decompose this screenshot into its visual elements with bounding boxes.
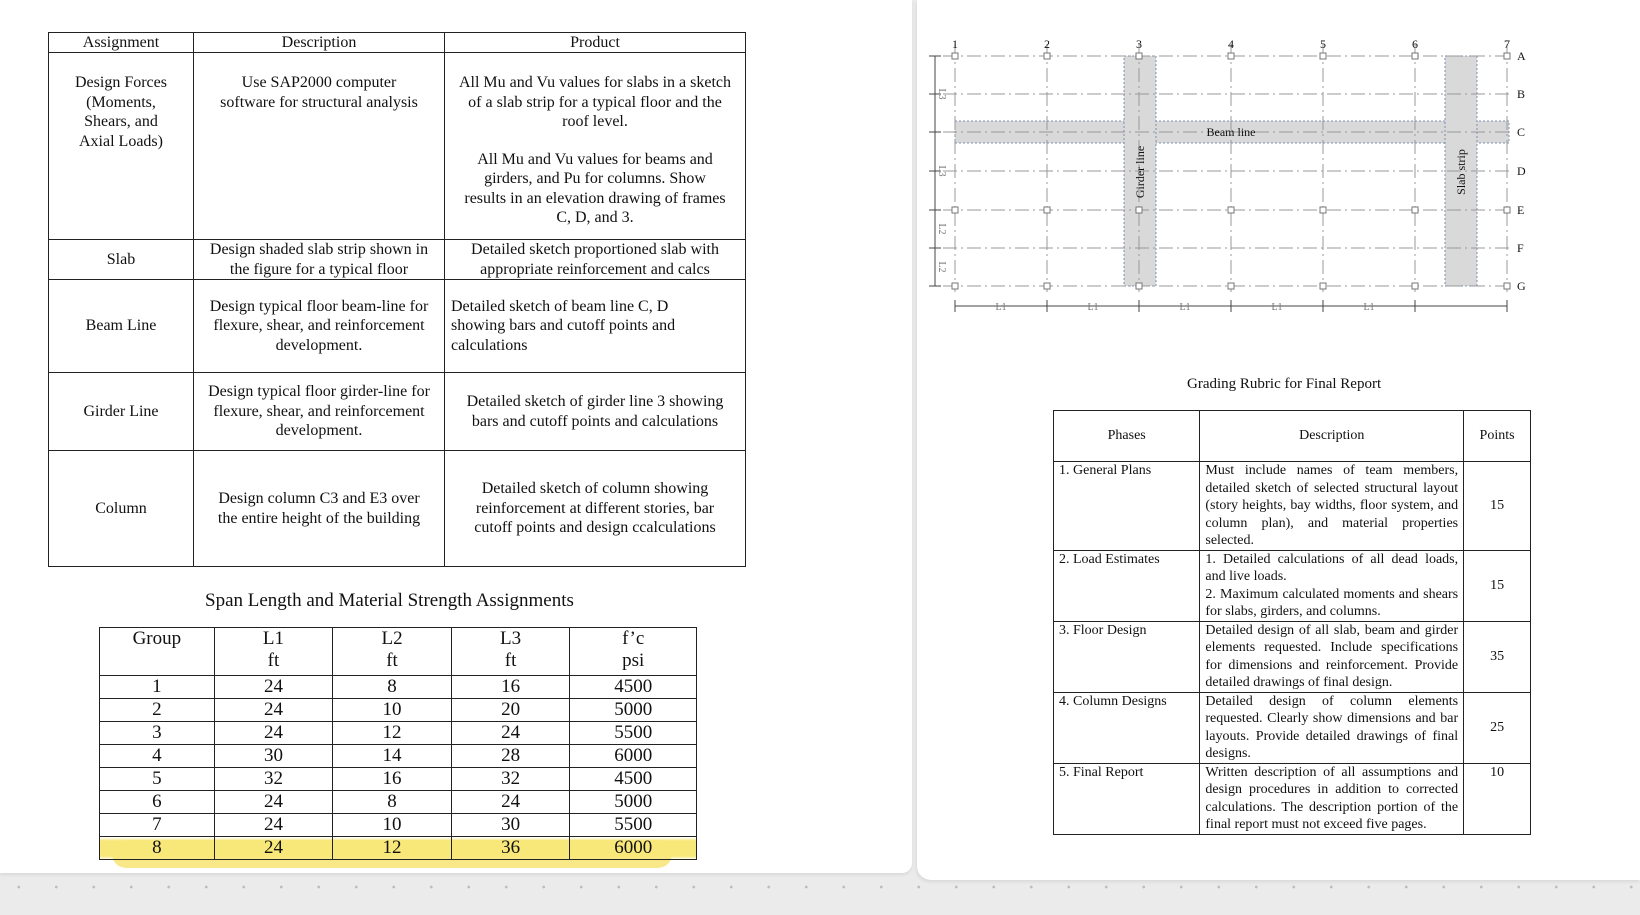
points-cell: 10 [1464, 763, 1531, 834]
column-number-label: 4 [1228, 37, 1234, 51]
beam-line-label: Beam line [1206, 125, 1256, 139]
phase-cell: 2. Load Estimates [1054, 550, 1200, 621]
span-cell: 10 [333, 699, 452, 722]
slab-strip-label: Slab strip [1454, 149, 1468, 195]
span-cell: 24 [214, 791, 333, 814]
span-cell: 1 [100, 676, 215, 699]
column-node [1044, 207, 1050, 213]
row-letter-label: D [1517, 164, 1526, 178]
span-cell: 24 [451, 791, 570, 814]
column-node [1320, 207, 1326, 213]
column-node [1412, 207, 1418, 213]
column-number-label: 1 [952, 37, 958, 51]
row-letter-label: B [1517, 87, 1526, 101]
span-cell: 4 [100, 745, 215, 768]
dimension-label-vertical: L3 [936, 88, 947, 100]
span-cell: 6 [100, 791, 215, 814]
rubric-row [1054, 763, 1531, 834]
span-cell: 16 [451, 676, 570, 699]
span-cell: 24 [214, 699, 333, 722]
span-cell: 14 [333, 745, 452, 768]
column-node [1320, 283, 1326, 289]
span-cell: 28 [451, 745, 570, 768]
span-cell: 2 [100, 699, 215, 722]
span-cell: 24 [451, 722, 570, 745]
span-cell: 36 [451, 837, 570, 860]
table-row [49, 280, 746, 373]
column-node [1228, 283, 1234, 289]
column-node [1504, 53, 1510, 59]
span-cell: 6000 [570, 837, 697, 860]
column-number-label: 6 [1412, 37, 1418, 51]
dimension-label-l1: L1 [1087, 302, 1099, 313]
span-cell: 24 [214, 814, 333, 837]
column-node [952, 283, 958, 289]
assignment-table [48, 32, 746, 567]
description-cell: Design column C3 and E3 over the entire height of the building [194, 451, 445, 567]
header-l2: L2 ft [333, 628, 452, 676]
table-row [49, 373, 746, 451]
description-cell: Detailed design of all slab, beam and girder elements requested. Include specifications for dimensions and reinforcement. Provide detailed drawings of final design. [1200, 621, 1464, 692]
table-header-row [49, 33, 746, 53]
column-number-label: 7 [1504, 37, 1510, 51]
span-cell: 32 [451, 768, 570, 791]
span-cell: 8 [100, 837, 215, 860]
header-product: Product [445, 33, 746, 53]
table-row [49, 240, 746, 280]
points-cell: 35 [1464, 621, 1531, 692]
description-cell: 1. Detailed calculations of all dead loads, and live loads. 2. Maximum calculated moments and shears for slabs, girders, and columns. [1200, 550, 1464, 621]
span-cell: 24 [214, 837, 333, 860]
dimension-label-l1: L1 [1271, 302, 1283, 313]
row-letter-label: E [1517, 203, 1525, 217]
table-row [100, 722, 697, 745]
span-cell: 30 [214, 745, 333, 768]
rubric-row [1054, 462, 1531, 551]
points-cell: 15 [1464, 550, 1531, 621]
span-cell: 5500 [570, 814, 697, 837]
rubric-header-row [1054, 411, 1531, 462]
span-cell: 5 [100, 768, 215, 791]
header-assignment: Assignment [49, 33, 194, 53]
header-phases: Phases [1054, 411, 1200, 462]
row-letter-label: F [1517, 241, 1524, 255]
span-cell: 7 [100, 814, 215, 837]
row-letter-label: G [1517, 279, 1526, 293]
dimension-label-vertical: L3 [936, 165, 947, 177]
table-row [49, 451, 746, 567]
product-cell: All Mu and Vu values for slabs in a sketch of a slab strip for a typical floor and the roof level. All Mu and Vu values for beams and girders, and Pu for columns. Show results in an elevation drawing of frames C, D, and 3. [445, 53, 746, 240]
span-cell: 24 [214, 722, 333, 745]
span-cell: 5000 [570, 699, 697, 722]
grading-rubric-table [1053, 410, 1531, 835]
product-cell: Detailed sketch of beam line C, D showing bars and cutoff points and calculations [445, 280, 746, 373]
column-number-label: 5 [1320, 37, 1326, 51]
table-row [100, 791, 697, 814]
product-cell: Detailed sketch proportioned slab with appropriate reinforcement and calcs [445, 240, 746, 280]
header-l1: L1 ft [214, 628, 333, 676]
row-letter-label: A [1517, 49, 1526, 63]
table-row [100, 745, 697, 768]
span-cell: 24 [214, 676, 333, 699]
span-cell: 5500 [570, 722, 697, 745]
description-cell: Written description of all assumptions and design procedures in addition to corrected calculations. The description portion of the final report must not exceed five pages. [1200, 763, 1464, 834]
framing-plan-figure [917, 30, 1577, 330]
dimension-label-vertical: L2 [936, 261, 947, 273]
span-cell: 8 [333, 676, 452, 699]
span-cell: 8 [333, 791, 452, 814]
rubric-row [1054, 692, 1531, 763]
header-description: Description [194, 33, 445, 53]
column-node [1504, 283, 1510, 289]
column-node [1228, 53, 1234, 59]
description-cell: Design typical floor girder-line for flexure, shear, and reinforcement development. [194, 373, 445, 451]
points-cell: 15 [1464, 462, 1531, 551]
assignment-cell: Beam Line [49, 280, 194, 373]
span-table-title: Span Length and Material Strength Assignments [205, 590, 574, 611]
span-cell: 4500 [570, 768, 697, 791]
phase-cell: 1. General Plans [1054, 462, 1200, 551]
span-cell: 5000 [570, 791, 697, 814]
points-cell: 25 [1464, 692, 1531, 763]
header-group: Group [100, 628, 215, 676]
rubric-row [1054, 621, 1531, 692]
table-row [100, 837, 697, 860]
header-l3: L3 ft [451, 628, 570, 676]
description-cell: Design typical floor beam-line for flexure, shear, and reinforcement development. [194, 280, 445, 373]
page-separator-dots [0, 884, 1640, 890]
assignment-cell: Column [49, 451, 194, 567]
span-header-row [100, 628, 697, 676]
table-row [100, 768, 697, 791]
span-cell: 12 [333, 722, 452, 745]
header-points: Points [1464, 411, 1531, 462]
assignment-cell: Design Forces (Moments, Shears, and Axial Loads) [49, 53, 194, 240]
product-line-1: All Mu and Vu values for slabs in a sketch [458, 74, 732, 91]
description-cell: Use SAP2000 computer software for structural analysis [194, 53, 445, 240]
phase-cell: 4. Column Designs [1054, 692, 1200, 763]
assignment-cell: Slab [49, 240, 194, 280]
dimension-label-l1: L1 [1363, 302, 1375, 313]
column-node [1044, 283, 1050, 289]
row-letter-label: C [1517, 125, 1526, 139]
span-cell: 6000 [570, 745, 697, 768]
span-cell: 4500 [570, 676, 697, 699]
table-row [100, 699, 697, 722]
description-cell: Must include names of team members, detailed sketch of selected structural layout (story heights, bay widths, floor system, and column plan), and material properties selected. [1200, 462, 1464, 551]
dimension-label-l1: L1 [1179, 302, 1191, 313]
rubric-title: Grading Rubric for Final Report [1187, 376, 1382, 392]
dimension-label-vertical: L2 [936, 223, 947, 235]
column-node [1320, 53, 1326, 59]
assignment-cell: Girder Line [49, 373, 194, 451]
product-cell: Detailed sketch of column showing reinforcement at different stories, bar cutoff points and design ccalculations [445, 451, 746, 567]
column-node [1412, 283, 1418, 289]
column-node [1136, 53, 1142, 59]
column-node [1504, 207, 1510, 213]
span-cell: 12 [333, 837, 452, 860]
description-cell: Detailed design of column elements requested. Clearly show dimensions and bar layouts. Provide detailed drawings of final designs. [1200, 692, 1464, 763]
column-node [1136, 207, 1142, 213]
description-cell: Design shaded slab strip shown in the figure for a typical floor [194, 240, 445, 280]
span-cell: 3 [100, 722, 215, 745]
product-cell: Detailed sketch of girder line 3 showing bars and cutoff points and calculations [445, 373, 746, 451]
span-cell: 32 [214, 768, 333, 791]
column-node [952, 207, 958, 213]
dimension-label-l1: L1 [995, 302, 1007, 313]
column-node [1044, 53, 1050, 59]
column-number-label: 2 [1044, 37, 1050, 51]
girder-line-label: Girder line [1133, 145, 1147, 199]
table-row [49, 53, 746, 240]
span-cell: 20 [451, 699, 570, 722]
rubric-row [1054, 550, 1531, 621]
column-node [1228, 207, 1234, 213]
column-number-label: 3 [1136, 37, 1142, 51]
span-cell: 30 [451, 814, 570, 837]
phase-cell: 5. Final Report [1054, 763, 1200, 834]
span-cell: 10 [333, 814, 452, 837]
span-length-table [99, 627, 697, 860]
table-row [100, 676, 697, 699]
header-fc: f’c psi [570, 628, 697, 676]
column-node [1412, 53, 1418, 59]
column-node [1136, 283, 1142, 289]
header-description: Description [1200, 411, 1464, 462]
phase-cell: 3. Floor Design [1054, 621, 1200, 692]
table-row [100, 814, 697, 837]
column-node [952, 53, 958, 59]
document-page-right [917, 0, 1640, 880]
span-cell: 16 [333, 768, 452, 791]
